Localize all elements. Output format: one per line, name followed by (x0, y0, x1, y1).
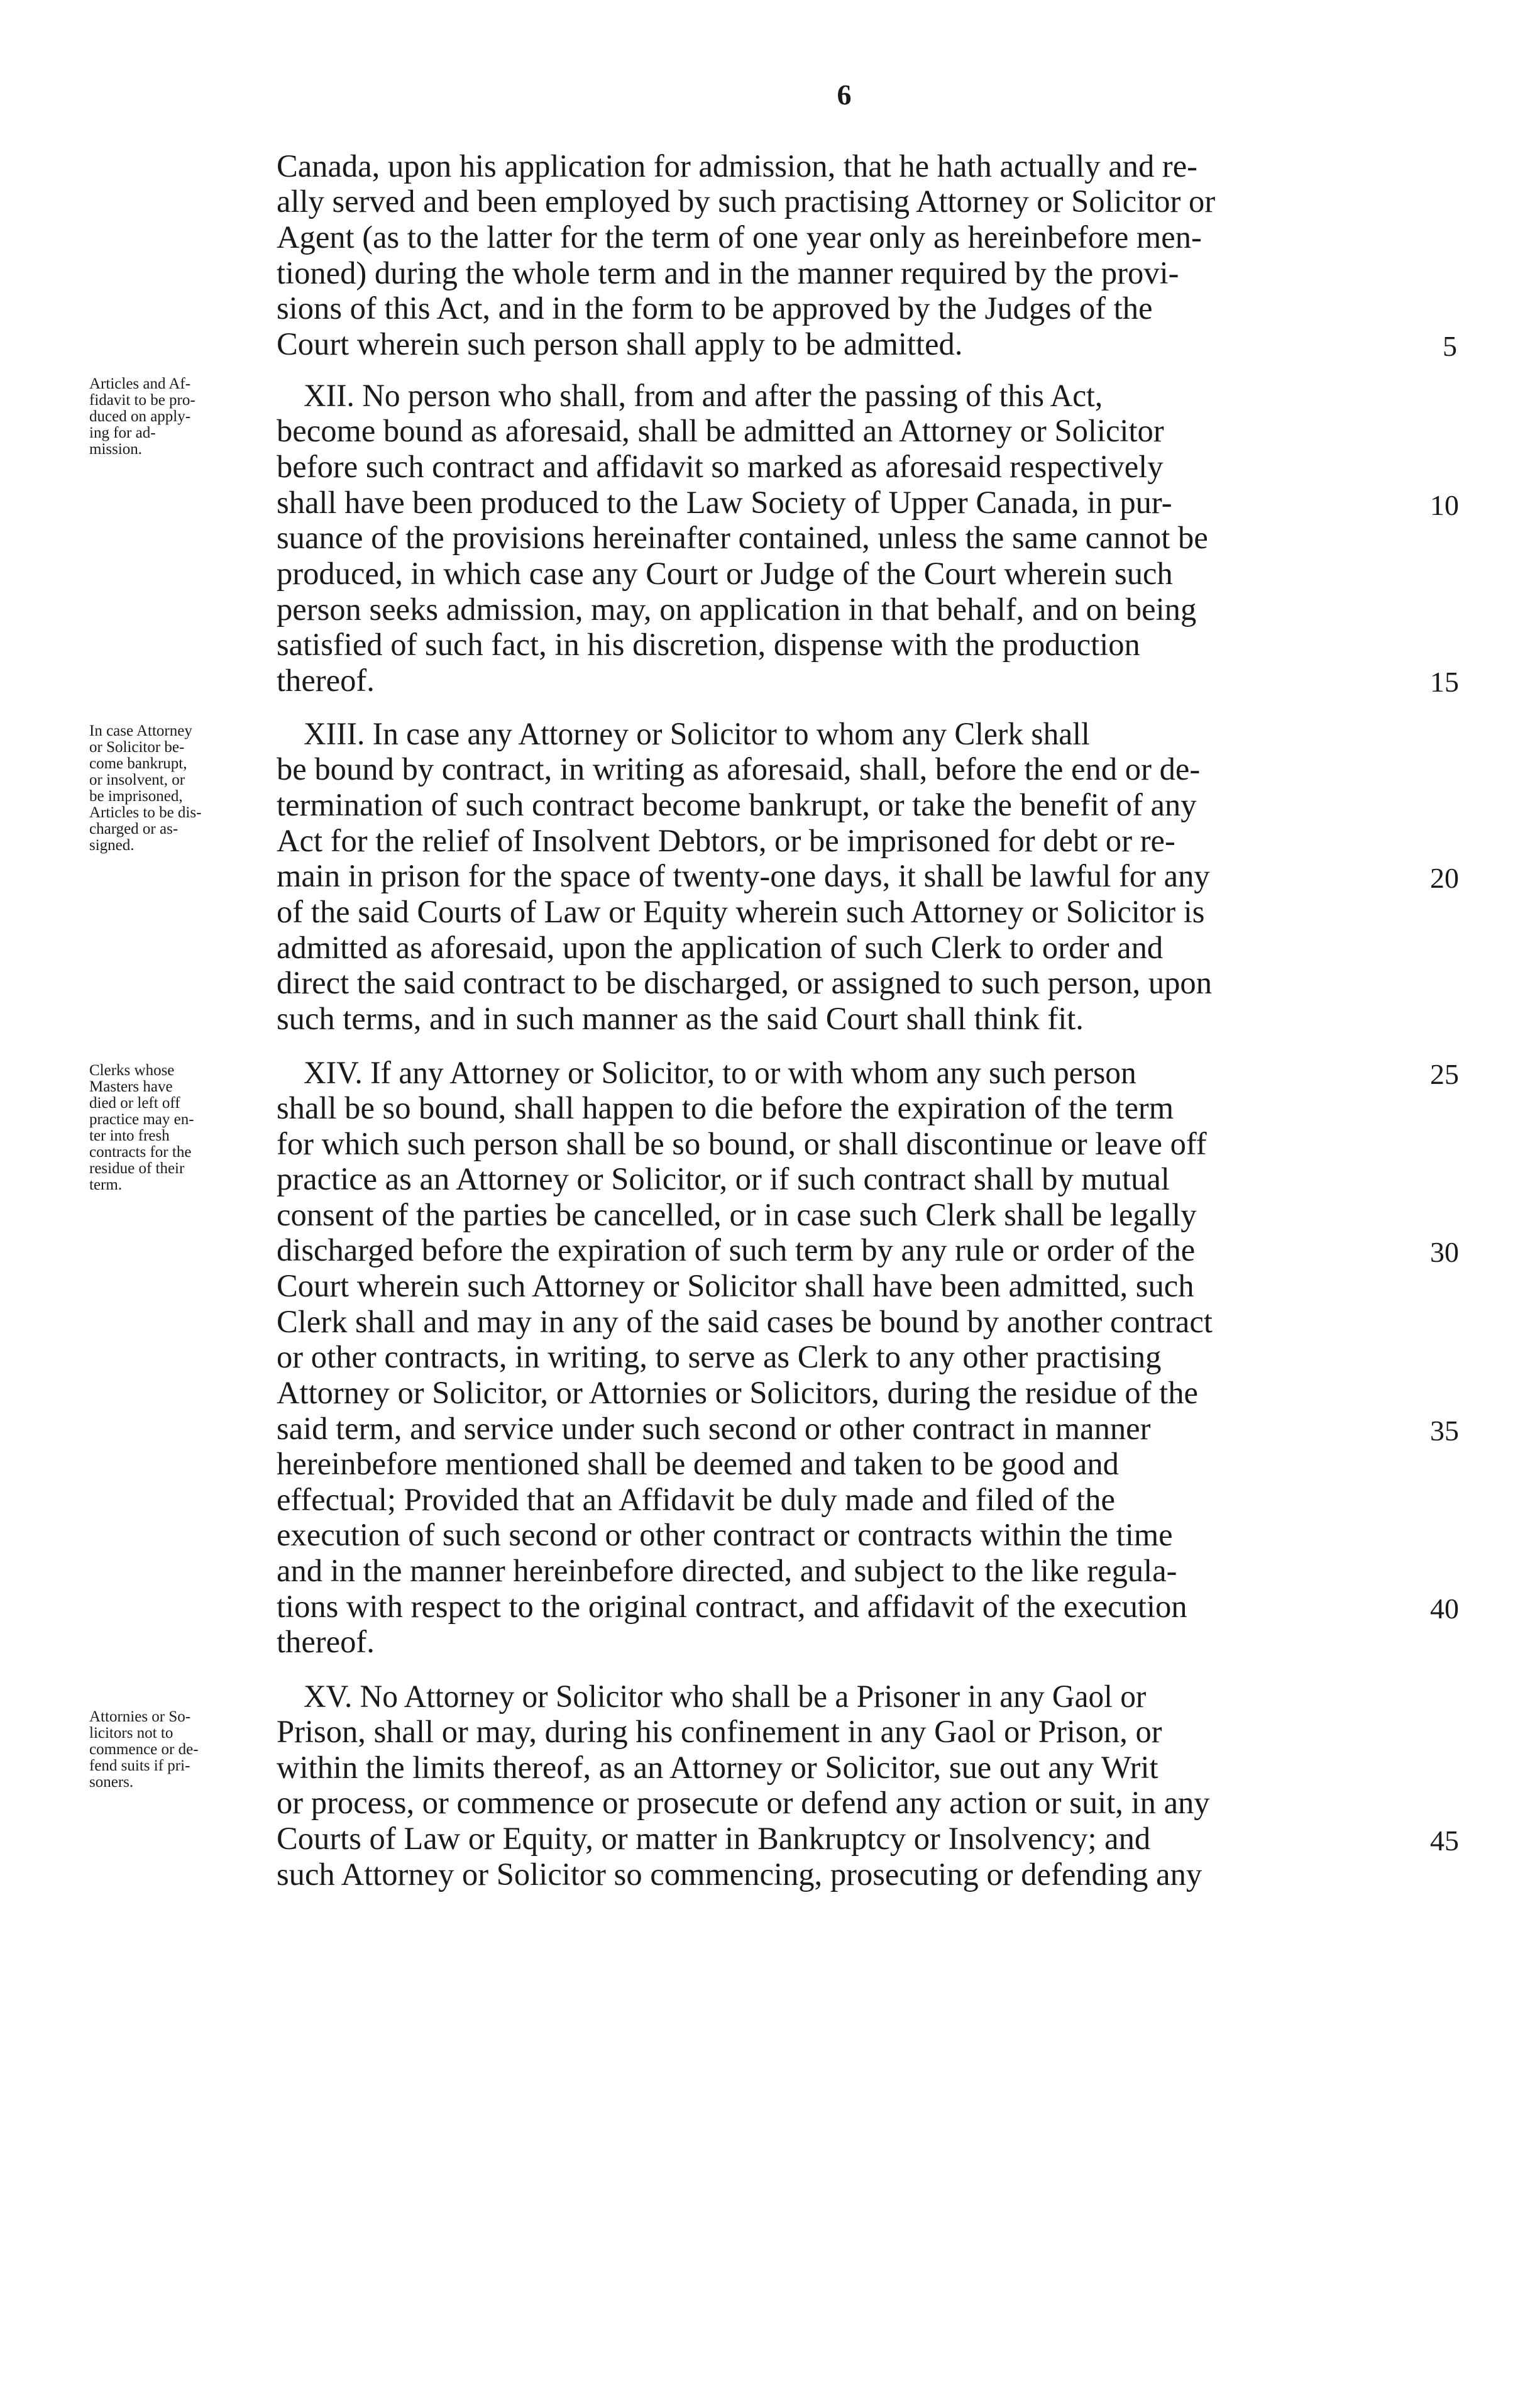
body-line: tions with respect to the original contract, and affidavit of the execution (277, 1589, 1187, 1625)
body-line: or process, or commence or prosecute or defend any action or suit, in any (277, 1786, 1210, 1821)
body-line: termination of such contract become bankrupt, or take the benefit of any (277, 788, 1197, 823)
body-line: consent of the parties be cancelled, or in case such Clerk shall be legally (277, 1198, 1197, 1233)
body-line: tioned) during the whole term and in the manner required by the provi- (277, 256, 1179, 291)
line-number: 35 (1430, 1415, 1459, 1447)
body-line: of the said Courts of Law or Equity wherein such Attorney or Solicitor is (277, 895, 1205, 930)
body-line: such Attorney or Solicitor so commencing, prosecuting or defending any (277, 1857, 1202, 1892)
line-number: 5 (1443, 330, 1457, 362)
body-line: main in prison for the space of twenty-one days, it shall be lawful for any (277, 859, 1210, 894)
body-line: shall be so bound, shall happen to die before the expiration of the term (277, 1091, 1174, 1126)
body-line: or other contracts, in writing, to serve as Clerk to any other practising (277, 1340, 1162, 1375)
body-line: and in the manner hereinbefore directed, and subject to the like regula- (277, 1554, 1177, 1589)
section-xiii-first-line: XIII. In case any Attorney or Solicitor to whom any Clerk shall (304, 717, 1090, 752)
line-number: 40 (1430, 1593, 1459, 1625)
body-line: ally served and been employed by such practising Attorney or Solicitor or (277, 184, 1216, 219)
body-line: become bound as aforesaid, shall be admitted an Attorney or Solicitor (277, 414, 1164, 449)
page-number: 6 (837, 79, 852, 111)
body-line: for which such person shall be so bound, or shall discontinue or leave off (277, 1127, 1207, 1162)
body-line: satisfied of such fact, in his discretion, dispense with the production (277, 627, 1140, 663)
body-line: hereinbefore mentioned shall be deemed and taken to be good and (277, 1447, 1119, 1482)
body-line: Court wherein such Attorney or Solicitor shall have been admitted, such (277, 1269, 1194, 1304)
line-number: 45 (1430, 1825, 1459, 1857)
body-line: person seeks admission, may, on application in that behalf, and on being (277, 592, 1197, 627)
body-line: execution of such second or other contract or contracts within the time (277, 1518, 1173, 1553)
margin-note-attornies-prisoners: Attornies or So- licitors not to commence or de- fend suits if pri- soners. (89, 1708, 199, 1791)
body-line: Prison, shall or may, during his confinement in any Gaol or Prison, or (277, 1715, 1162, 1750)
body-line: Courts of Law or Equity, or matter in Bankruptcy or Insolvency; and (277, 1821, 1151, 1857)
body-line: shall have been produced to the Law Society of Upper Canada, in pur- (277, 485, 1172, 521)
line-number: 25 (1430, 1058, 1459, 1090)
margin-note-articles-affidavit: Articles and Af- fidavit to be pro- duced on apply- ing for ad- mission. (89, 375, 195, 458)
body-line: practice as an Attorney or Solicitor, or if such contract shall by mutual (277, 1162, 1170, 1197)
body-line: Agent (as to the latter for the term of one year only as hereinbefore men- (277, 220, 1202, 255)
body-line: admitted as aforesaid, upon the application of such Clerk to order and (277, 931, 1164, 966)
body-line: thereof. (277, 1625, 375, 1660)
body-line: Attorney or Solicitor, or Attornies or Solicitors, during the residue of the (277, 1376, 1198, 1411)
body-line: direct the said contract to be discharged, or assigned to such person, upon (277, 966, 1212, 1001)
body-line: before such contract and affidavit so marked as aforesaid respectively (277, 450, 1164, 485)
body-line: produced, in which case any Court or Judge of the Court wherein such (277, 556, 1173, 592)
body-line: thereof. (277, 663, 375, 699)
body-line: said term, and service under such second or other contract in manner (277, 1411, 1151, 1447)
body-line: such terms, and in such manner as the said Court shall think fit. (277, 1002, 1084, 1037)
body-line: Clerk shall and may in any of the said cases be bound by another contract (277, 1305, 1213, 1340)
body-line: be bound by contract, in writing as aforesaid, shall, before the end or de- (277, 752, 1201, 787)
margin-note-clerks-masters: Clerks whose Masters have died or left off practice may en- ter into fresh contracts for the residue of their term. (89, 1062, 194, 1193)
body-line: within the limits thereof, as an Attorney or Solicitor, sue out any Writ (277, 1750, 1158, 1786)
line-number: 30 (1430, 1236, 1459, 1268)
body-line: Court wherein such person shall apply to be admitted. (277, 327, 963, 362)
line-number: 20 (1430, 862, 1459, 894)
body-line: sions of this Act, and in the form to be approved by the Judges of the (277, 291, 1153, 326)
margin-note-attorney-bankrupt: In case Attorney or Solicitor be- come bankrupt, or insolvent, or be imprisoned, Articles to be dis- charged or as- signed. (89, 722, 202, 854)
section-xiv-first-line: XIV. If any Attorney or Solicitor, to or with whom any such person (304, 1056, 1136, 1091)
line-number: 10 (1430, 489, 1459, 521)
body-line: effectual; Provided that an Affidavit be duly made and filed of the (277, 1483, 1115, 1518)
line-number: 15 (1430, 666, 1459, 698)
body-line: Act for the relief of Insolvent Debtors, or be imprisoned for debt or re- (277, 824, 1175, 859)
section-xii-first-line: XII. No person who shall, from and after the passing of this Act, (304, 378, 1103, 414)
body-line: discharged before the expiration of such term by any rule or order of the (277, 1233, 1196, 1268)
body-line: Canada, upon his application for admission, that he hath actually and re- (277, 149, 1198, 184)
body-line: suance of the provisions hereinafter contained, unless the same cannot be (277, 521, 1208, 556)
section-xv-first-line: XV. No Attorney or Solicitor who shall be a Prisoner in any Gaol or (304, 1679, 1147, 1715)
